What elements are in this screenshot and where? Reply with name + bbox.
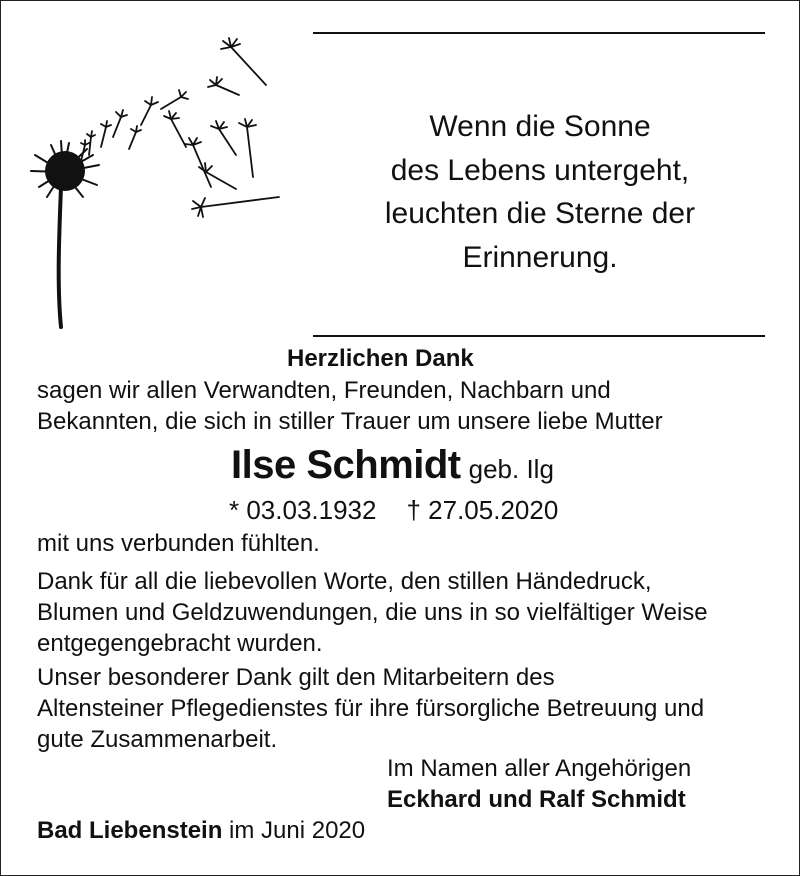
poem-line: leuchten die Sterne der: [384, 197, 696, 230]
top-divider: [313, 32, 765, 34]
month-year: im Juni 2020: [229, 817, 366, 844]
poem-line: Erinnerung.: [462, 240, 618, 274]
paragraph-line: Dank für all die liebevollen Worte, den stillen Händedruck,: [37, 568, 652, 595]
bottom-divider: [313, 335, 765, 337]
deceased-name: Ilse Schmidt: [231, 443, 461, 487]
signature-names: Eckhard und Ralf Schmidt: [387, 786, 686, 813]
paragraph-care-service: [37, 662, 704, 755]
paragraph-line: gute Zusammenarbeit.: [37, 726, 278, 753]
signature-intro: Im Namen aller Angehörigen: [387, 755, 692, 782]
intro-line: Bekannten, die sich in stiller Trauer um unsere liebe Mutter: [37, 408, 663, 435]
paragraph-line: Blumen und Geldzuwendungen, die uns in so vielfältiger Weise: [37, 599, 708, 626]
memorial-poem: [321, 105, 759, 279]
death-date: † 27.05.2020: [406, 495, 559, 525]
dandelion-icon: [21, 37, 291, 337]
paragraph-gratitude: [37, 566, 708, 659]
after-name-text: mit uns verbunden fühlten.: [37, 530, 320, 557]
thanks-intro: [37, 375, 663, 437]
thanks-heading: Herzlichen Dank: [287, 345, 474, 372]
intro-line: sagen wir allen Verwandten, Freunden, Nachbarn und: [37, 377, 611, 404]
paragraph-line: entgegengebracht wurden.: [37, 630, 323, 657]
paragraph-line: Unser besonderer Dank gilt den Mitarbeitern des: [37, 664, 555, 691]
place-date: [37, 815, 365, 846]
birth-date: * 03.03.1932: [229, 495, 377, 525]
poem-line: des Lebens untergeht,: [390, 153, 690, 187]
birth-name: geb. Ilg: [468, 454, 554, 484]
poem-line: Wenn die Sonne: [429, 110, 651, 143]
town: Bad Liebenstein: [37, 817, 223, 844]
deceased-name-line: [231, 443, 554, 488]
life-dates: [229, 495, 558, 526]
paragraph-line: Altensteiner Pflegedienstes für ihre fürsorgliche Betreuung und: [37, 695, 705, 722]
